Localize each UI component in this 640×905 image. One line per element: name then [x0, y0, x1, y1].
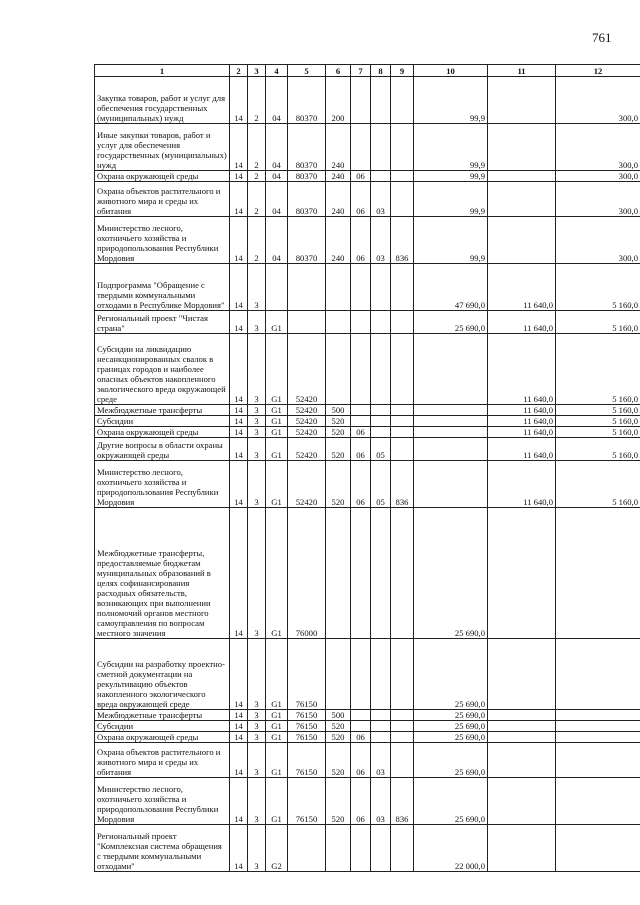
table-cell [391, 639, 414, 710]
table-cell [488, 721, 556, 732]
row-label-cell: Субсидии [95, 416, 230, 427]
table-cell [488, 182, 556, 217]
table-cell [556, 778, 640, 825]
table-cell: 14 [230, 311, 248, 334]
table-cell [414, 334, 488, 405]
row-label-cell: Межбюджетные трансферты [95, 405, 230, 416]
table-cell: 14 [230, 217, 248, 264]
table-cell: 03 [371, 778, 391, 825]
table-row [95, 508, 640, 639]
table-cell: 520 [326, 416, 351, 427]
table-cell: 11 640,0 [488, 405, 556, 416]
table-cell: 04 [266, 182, 288, 217]
table-cell [556, 743, 640, 778]
table-row [95, 743, 640, 778]
table-cell: G1 [266, 405, 288, 416]
row-label-cell: Закупка товаров, работ и услуг для обеспечения государственных (муниципальных) нужд [95, 77, 230, 124]
table-cell [326, 311, 351, 334]
table-cell [488, 171, 556, 182]
table-cell [414, 427, 488, 438]
table-row [95, 217, 640, 264]
table-row [95, 416, 640, 427]
table-row [95, 461, 640, 508]
table-cell [371, 508, 391, 639]
table-row [95, 334, 640, 405]
table-cell [556, 710, 640, 721]
table-cell: G1 [266, 639, 288, 710]
table-cell [351, 416, 371, 427]
table-cell: 06 [351, 427, 371, 438]
table-cell: 14 [230, 334, 248, 405]
table-cell [371, 416, 391, 427]
table-row [95, 427, 640, 438]
table-cell: G1 [266, 778, 288, 825]
table-cell: 52420 [288, 438, 326, 461]
table-cell: 47 690,0 [414, 264, 488, 311]
table-cell: 14 [230, 778, 248, 825]
table-cell [488, 508, 556, 639]
table-cell [371, 405, 391, 416]
column-header: 5 [288, 65, 326, 77]
table-cell: 14 [230, 743, 248, 778]
table-cell: 04 [266, 217, 288, 264]
table-cell [391, 124, 414, 171]
table-cell: 3 [248, 264, 266, 311]
table-cell [351, 508, 371, 639]
table-cell: 300,0 [556, 77, 640, 124]
table-cell: 14 [230, 438, 248, 461]
table-cell [391, 732, 414, 743]
table-cell [351, 825, 371, 872]
table-cell: 03 [371, 217, 391, 264]
table-cell [391, 438, 414, 461]
table-cell: 52420 [288, 427, 326, 438]
table-cell [326, 264, 351, 311]
table-row [95, 639, 640, 710]
table-cell [414, 405, 488, 416]
table-cell: 500 [326, 405, 351, 416]
table-cell: 52420 [288, 334, 326, 405]
table-cell: 500 [326, 710, 351, 721]
table-cell [326, 639, 351, 710]
table-cell: 14 [230, 639, 248, 710]
column-header: 11 [488, 65, 556, 77]
table-row [95, 778, 640, 825]
table-cell: 3 [248, 427, 266, 438]
table-cell: 25 690,0 [414, 732, 488, 743]
table-cell [488, 778, 556, 825]
column-header: 8 [371, 65, 391, 77]
table-cell [391, 182, 414, 217]
table-cell: 5 160,0 [556, 405, 640, 416]
table-cell: G2 [266, 825, 288, 872]
table-cell [488, 743, 556, 778]
table-cell [371, 171, 391, 182]
table-cell [371, 427, 391, 438]
table-cell: G1 [266, 311, 288, 334]
table-cell: 76000 [288, 508, 326, 639]
table-cell [326, 508, 351, 639]
table-cell [488, 710, 556, 721]
table-cell: 99,9 [414, 171, 488, 182]
table-cell [288, 264, 326, 311]
table-cell: 06 [351, 438, 371, 461]
table-cell: 03 [371, 182, 391, 217]
table-cell: 14 [230, 825, 248, 872]
row-label-cell: Охрана окружающей среды [95, 732, 230, 743]
table-cell: 76150 [288, 710, 326, 721]
table-cell: 06 [351, 461, 371, 508]
row-label-cell: Региональный проект "Комплексная система обращения с твердыми коммунальными отходами" [95, 825, 230, 872]
table-cell: 04 [266, 77, 288, 124]
table-cell [391, 77, 414, 124]
table-cell: 06 [351, 743, 371, 778]
table-cell: 14 [230, 416, 248, 427]
table-cell [488, 77, 556, 124]
table-cell [351, 124, 371, 171]
table-cell: 520 [326, 461, 351, 508]
row-label-cell: Межбюджетные трансферты, предоставляемые бюджетам муниципальных образований в целях софинансирования расходных обязательств, возникающих при выполнении полномочий органов местного самоуправления по вопросам местного значения [95, 508, 230, 639]
table-cell: 25 690,0 [414, 508, 488, 639]
table-cell [391, 743, 414, 778]
table-cell: 14 [230, 461, 248, 508]
table-cell: 80370 [288, 182, 326, 217]
table-cell: 3 [248, 416, 266, 427]
table-cell: G1 [266, 416, 288, 427]
table-cell [391, 825, 414, 872]
table-cell: 2 [248, 124, 266, 171]
table-cell [488, 825, 556, 872]
table-cell: 520 [326, 732, 351, 743]
table-cell [391, 405, 414, 416]
table-cell: 3 [248, 405, 266, 416]
table-cell: G1 [266, 743, 288, 778]
table-cell [488, 639, 556, 710]
table-cell: G1 [266, 710, 288, 721]
table-cell: 06 [351, 732, 371, 743]
table-cell: 14 [230, 182, 248, 217]
table-cell [351, 639, 371, 710]
table-cell: 11 640,0 [488, 334, 556, 405]
table-cell: 300,0 [556, 182, 640, 217]
table-cell: 80370 [288, 171, 326, 182]
table-cell: 3 [248, 311, 266, 334]
table-cell: 52420 [288, 416, 326, 427]
table-cell: 80370 [288, 77, 326, 124]
table-cell: 05 [371, 438, 391, 461]
table-cell [371, 77, 391, 124]
table-row [95, 732, 640, 743]
table-header-row [95, 65, 640, 77]
row-label-cell: Иные закупки товаров, работ и услуг для обеспечения государственных (муниципальных) нужд [95, 124, 230, 171]
table-cell: 5 160,0 [556, 427, 640, 438]
table-cell: 52420 [288, 461, 326, 508]
table-cell [371, 639, 391, 710]
table-cell: 300,0 [556, 217, 640, 264]
table-cell: 3 [248, 639, 266, 710]
table-body [95, 77, 640, 872]
table-cell: 300,0 [556, 124, 640, 171]
table-cell: 2 [248, 217, 266, 264]
table-cell: G1 [266, 461, 288, 508]
table-row [95, 710, 640, 721]
table-cell: G1 [266, 732, 288, 743]
table-cell: 25 690,0 [414, 778, 488, 825]
table-cell: 11 640,0 [488, 438, 556, 461]
table-cell [371, 311, 391, 334]
table-cell [556, 639, 640, 710]
table-cell: 99,9 [414, 217, 488, 264]
table-cell: 14 [230, 427, 248, 438]
table-cell [351, 311, 371, 334]
table-cell: 99,9 [414, 77, 488, 124]
page-number: 761 [592, 30, 612, 45]
table-cell [391, 264, 414, 311]
table-row [95, 182, 640, 217]
table-cell: 76150 [288, 639, 326, 710]
table-row [95, 405, 640, 416]
table-cell [288, 311, 326, 334]
table-row [95, 264, 640, 311]
table-cell: 3 [248, 710, 266, 721]
table-cell [556, 721, 640, 732]
table-cell: 05 [371, 461, 391, 508]
table-cell: 240 [326, 124, 351, 171]
table-cell [556, 825, 640, 872]
table-cell [391, 171, 414, 182]
table-cell: 3 [248, 743, 266, 778]
table-cell: 5 160,0 [556, 311, 640, 334]
table-cell: 520 [326, 427, 351, 438]
table-cell: 3 [248, 334, 266, 405]
table-cell: 14 [230, 77, 248, 124]
table-cell: 520 [326, 438, 351, 461]
table-cell: 520 [326, 778, 351, 825]
row-label-cell: Субсидии на ликвидацию несанкционированных свалок в границах городов и наиболее опасных объектов накопленного экологического вреда окружающей среде [95, 334, 230, 405]
table-cell: 03 [371, 743, 391, 778]
table-cell: 836 [391, 461, 414, 508]
table-cell: 14 [230, 264, 248, 311]
table-cell [488, 732, 556, 743]
row-label-cell: Министерство лесного, охотничьего хозяйства и природопользования Республики Мордовия [95, 461, 230, 508]
column-header: 2 [230, 65, 248, 77]
table-cell: 3 [248, 721, 266, 732]
table-cell [351, 710, 371, 721]
row-label-cell: Охрана окружающей среды [95, 171, 230, 182]
table-row [95, 124, 640, 171]
table-cell [391, 334, 414, 405]
table-cell: 11 640,0 [488, 427, 556, 438]
table-cell [351, 405, 371, 416]
table-cell [371, 710, 391, 721]
table-cell: 14 [230, 124, 248, 171]
table-cell: 76150 [288, 778, 326, 825]
table-cell: 06 [351, 182, 371, 217]
table-cell [391, 508, 414, 639]
table-cell [351, 721, 371, 732]
table-cell: 14 [230, 508, 248, 639]
table-cell: 80370 [288, 124, 326, 171]
table-cell: 06 [351, 778, 371, 825]
table-cell: G1 [266, 508, 288, 639]
table-cell: 14 [230, 171, 248, 182]
table-cell: 25 690,0 [414, 721, 488, 732]
table-cell [371, 264, 391, 311]
table-cell: 3 [248, 825, 266, 872]
table-cell [414, 416, 488, 427]
row-label-cell: Министерство лесного, охотничьего хозяйства и природопользования Республики Мордовия [95, 217, 230, 264]
table-cell: 2 [248, 182, 266, 217]
table-cell: 3 [248, 461, 266, 508]
table-cell: 200 [326, 77, 351, 124]
table-row [95, 77, 640, 124]
table-cell: 5 160,0 [556, 438, 640, 461]
table-cell: 11 640,0 [488, 461, 556, 508]
table-cell: 3 [248, 438, 266, 461]
table-cell: 76150 [288, 732, 326, 743]
column-header: 7 [351, 65, 371, 77]
table-cell [414, 438, 488, 461]
table-cell: 300,0 [556, 171, 640, 182]
table-cell: 80370 [288, 217, 326, 264]
column-header: 9 [391, 65, 414, 77]
table-cell [488, 217, 556, 264]
row-label-cell: Другие вопросы в области охраны окружающей среды [95, 438, 230, 461]
table-cell: 520 [326, 721, 351, 732]
column-header: 10 [414, 65, 488, 77]
table-cell: 3 [248, 732, 266, 743]
table-cell: 25 690,0 [414, 710, 488, 721]
table-cell [371, 124, 391, 171]
row-label-cell: Субсидии [95, 721, 230, 732]
table-cell: 76150 [288, 743, 326, 778]
table-cell [391, 427, 414, 438]
table-cell: 11 640,0 [488, 264, 556, 311]
row-label-cell: Министерство лесного, охотничьего хозяйства и природопользования Республики Мордовия [95, 778, 230, 825]
table-cell: 52420 [288, 405, 326, 416]
table-row [95, 721, 640, 732]
row-label-cell: Охрана объектов растительного и животного мира и среды их обитания [95, 743, 230, 778]
table-cell: 25 690,0 [414, 743, 488, 778]
column-header: 1 [95, 65, 230, 77]
table-cell: 25 690,0 [414, 639, 488, 710]
table-cell [391, 416, 414, 427]
table-row [95, 171, 640, 182]
table-cell: 3 [248, 508, 266, 639]
table-cell: 14 [230, 405, 248, 416]
row-label-cell: Подпрограмма "Обращение с твердыми коммунальными отходами в Республике Мордовия" [95, 264, 230, 311]
column-header: 4 [266, 65, 288, 77]
table-cell [371, 334, 391, 405]
table-cell [351, 264, 371, 311]
table-cell: 14 [230, 721, 248, 732]
table-cell: 11 640,0 [488, 311, 556, 334]
table-cell [351, 334, 371, 405]
table-cell: 06 [351, 217, 371, 264]
table-cell: 836 [391, 778, 414, 825]
table-cell: G1 [266, 438, 288, 461]
table-row [95, 438, 640, 461]
table-cell [371, 825, 391, 872]
table-cell: 2 [248, 77, 266, 124]
table-cell: 2 [248, 171, 266, 182]
table-cell: 5 160,0 [556, 461, 640, 508]
table-cell [351, 77, 371, 124]
table-cell: 06 [351, 171, 371, 182]
table-cell: G1 [266, 721, 288, 732]
table-row [95, 311, 640, 334]
row-label-cell: Субсидии на разработку проектно-сметной документации на рекультивацию объектов накопленного экологического вреда окружающей среде [95, 639, 230, 710]
table-cell [556, 732, 640, 743]
row-label-cell: Межбюджетные трансферты [95, 710, 230, 721]
table-cell [371, 721, 391, 732]
table-cell [414, 461, 488, 508]
row-label-cell: Региональный проект "Чистая страна" [95, 311, 230, 334]
table-cell: 240 [326, 182, 351, 217]
table-cell: 99,9 [414, 124, 488, 171]
table-cell: 04 [266, 124, 288, 171]
row-label-cell: Охрана окружающей среды [95, 427, 230, 438]
table-row [95, 825, 640, 872]
table-cell: 14 [230, 732, 248, 743]
table-cell: 520 [326, 743, 351, 778]
table-cell [288, 825, 326, 872]
table-cell [326, 334, 351, 405]
column-header: 12 [556, 65, 640, 77]
column-header: 6 [326, 65, 351, 77]
row-label-cell: Охрана объектов растительного и животного мира и среды их обитания [95, 182, 230, 217]
table-cell [488, 124, 556, 171]
table-cell: 14 [230, 710, 248, 721]
table-cell: G1 [266, 427, 288, 438]
table-cell: 25 690,0 [414, 311, 488, 334]
column-header: 3 [248, 65, 266, 77]
table-cell: 5 160,0 [556, 416, 640, 427]
table-cell [391, 710, 414, 721]
table-cell: 5 160,0 [556, 334, 640, 405]
table-cell: G1 [266, 334, 288, 405]
table-cell [556, 508, 640, 639]
table-cell: 240 [326, 217, 351, 264]
table-cell [391, 311, 414, 334]
table-cell: 22 000,0 [414, 825, 488, 872]
table-cell [391, 721, 414, 732]
table-cell: 04 [266, 171, 288, 182]
table-cell: 836 [391, 217, 414, 264]
table-cell [371, 732, 391, 743]
table-cell: 3 [248, 778, 266, 825]
budget-table [94, 64, 640, 872]
table-cell: 99,9 [414, 182, 488, 217]
table-cell: 76150 [288, 721, 326, 732]
table-cell [326, 825, 351, 872]
table-cell: 5 160,0 [556, 264, 640, 311]
table-cell: 11 640,0 [488, 416, 556, 427]
table-cell: 240 [326, 171, 351, 182]
table-cell [266, 264, 288, 311]
